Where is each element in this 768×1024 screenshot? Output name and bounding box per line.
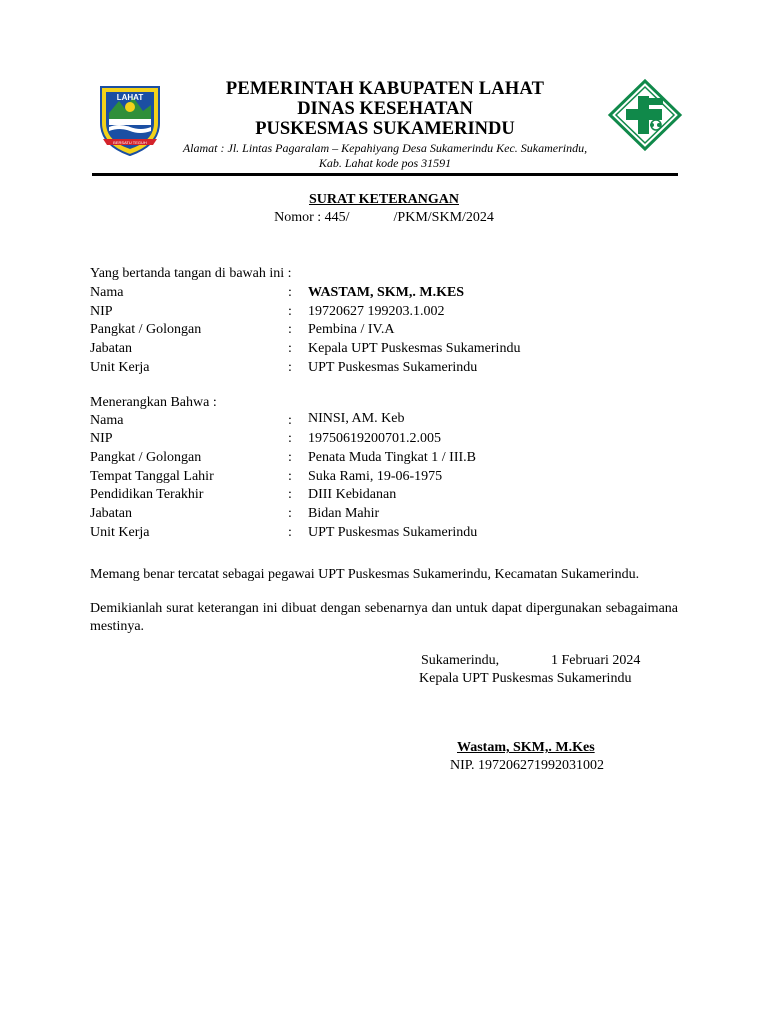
subject-value-unit: UPT Puskesmas Sukamerindu	[308, 525, 478, 540]
signer-label-jabatan: Jabatan	[90, 341, 132, 356]
subject-label-pendidikan: Pendidikan Terakhir	[90, 487, 204, 502]
subject-intro: Menerangkan Bahwa :	[90, 395, 217, 410]
signer-value-nama: WASTAM, SKM,. M.KES	[308, 285, 465, 300]
signer-value-nip: 19720627 199203.1.002	[308, 304, 445, 319]
signer-value-pangkat: Pembina / IV.A	[308, 322, 395, 337]
colon: :	[288, 506, 292, 521]
colon: :	[288, 487, 292, 502]
subject-value-nama: NINSI, AM. Keb	[308, 411, 405, 426]
letterhead-office: DINAS KESEHATAN	[297, 99, 473, 119]
letter-number	[0, 210, 768, 226]
signer-label-unit: Unit Kerja	[90, 360, 150, 375]
closing-date: 1 Februari 2024	[551, 653, 641, 668]
colon: :	[288, 469, 292, 484]
signatory-nip: NIP. 197206271992031002	[450, 758, 605, 773]
colon: :	[288, 413, 292, 428]
statement-paragraph: Memang benar tercatat sebagai pegawai UPT Puskesmas Sukamerindu, Kecamatan Sukamerindu.	[90, 567, 640, 582]
subject-label-ttl: Tempat Tanggal Lahir	[90, 469, 214, 484]
subject-value-jabatan: Bidan Mahir	[308, 506, 380, 521]
colon: :	[288, 525, 292, 540]
subject-label-unit: Unit Kerja	[90, 525, 150, 540]
signatory-name: Wastam, SKM,. M.Kes	[457, 740, 595, 755]
letter-number-prefix: Nomor : 445/	[274, 210, 350, 225]
subject-label-nama: Nama	[90, 413, 124, 428]
colon: :	[288, 450, 292, 465]
closing-place: Sukamerindu,	[421, 653, 500, 668]
letterhead-government: PEMERINTAH KABUPATEN LAHAT	[225, 79, 545, 99]
colon: :	[288, 322, 292, 337]
signer-label-pangkat: Pangkat / Golongan	[90, 322, 202, 337]
subject-label-pangkat: Pangkat / Golongan	[90, 450, 202, 465]
emblem-ribbon-text: BERSATU TEGUH	[113, 140, 147, 145]
signer-value-jabatan: Kepala UPT Puskesmas Sukamerindu	[308, 341, 521, 356]
colon: :	[288, 341, 292, 356]
signer-label-nip: NIP	[90, 304, 113, 319]
letterhead-address-line2: Kab. Lahat kode pos 31591	[318, 156, 452, 170]
signer-label-nama: Nama	[90, 285, 124, 300]
letterhead	[170, 79, 600, 171]
subject-label-nip: NIP	[90, 431, 113, 446]
subject-value-pendidikan: DIII Kebidanan	[308, 487, 397, 502]
emblem-text: LAHAT	[116, 93, 144, 102]
colon: :	[288, 360, 292, 375]
closing-position: Kepala UPT Puskesmas Sukamerindu	[419, 671, 632, 686]
letterhead-institution: PUSKESMAS SUKAMERINDU	[255, 119, 515, 139]
subject-value-nip: 19750619200701.2.005	[308, 431, 441, 446]
letterhead-divider	[92, 173, 678, 176]
puskesmas-logo-icon	[607, 78, 683, 152]
subject-value-ttl: Suka Rami, 19-06-1975	[308, 469, 443, 484]
letterhead-address-line1: Alamat : Jl. Lintas Pagaralam – Kepahiyang Desa Sukamerindu Kec. Sukamerindu,	[182, 141, 588, 155]
subject-value-pangkat: Penata Muda Tingkat 1 / III.B	[308, 450, 476, 465]
colon: :	[288, 431, 292, 446]
lahat-regency-emblem-icon	[95, 83, 165, 157]
signer-value-unit: UPT Puskesmas Sukamerindu	[308, 360, 478, 375]
colon: :	[288, 285, 292, 300]
letter-number-suffix: /PKM/SKM/2024	[393, 210, 494, 225]
subject-label-jabatan: Jabatan	[90, 506, 132, 521]
colon: :	[288, 304, 292, 319]
signer-intro: Yang bertanda tangan di bawah ini :	[90, 266, 292, 281]
closing-paragraph: Demikianlah surat keterangan ini dibuat dengan sebenarnya dan untuk dapat dipergunakan sebagaimana mestinya.	[90, 601, 678, 634]
letter-title: SURAT KETERANGAN	[308, 192, 459, 207]
